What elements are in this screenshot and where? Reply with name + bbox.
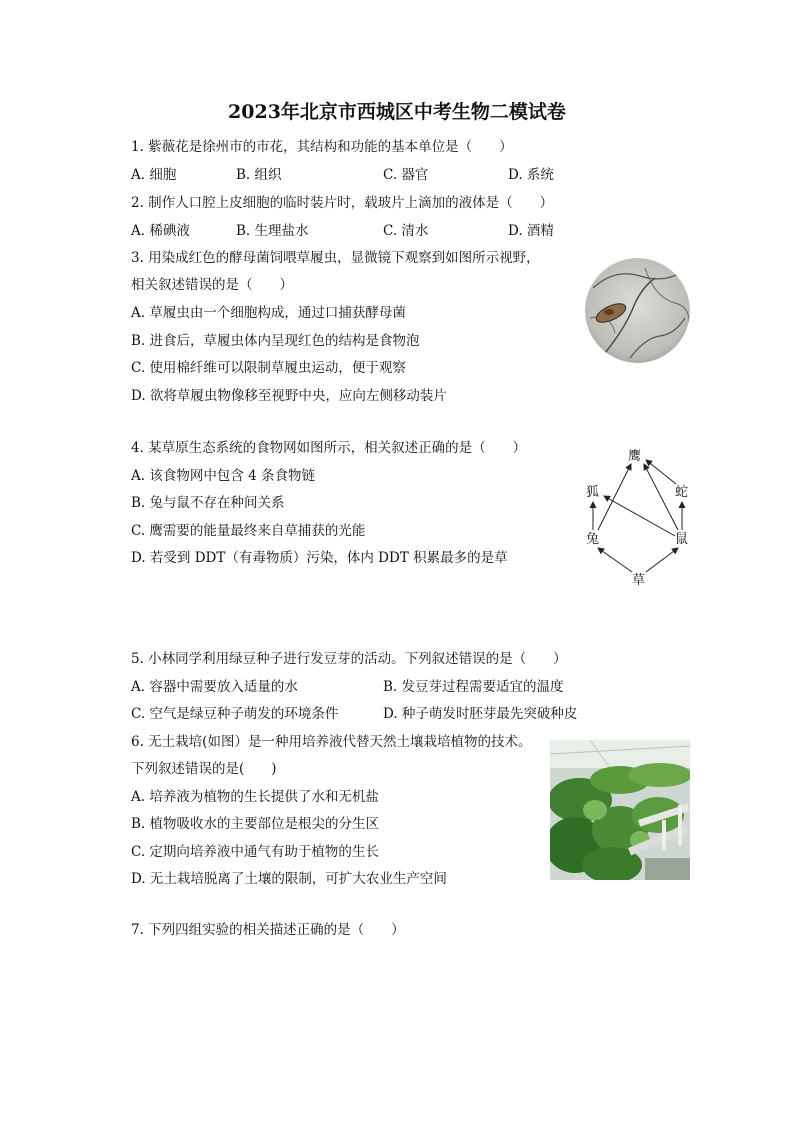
microscope-view-image	[585, 258, 690, 363]
node-mouse: 鼠	[675, 532, 689, 547]
node-snake: 蛇	[675, 485, 689, 500]
question-3-option-b: B. 进食后，草履虫体内呈现红色的结构是食物泡	[131, 333, 420, 349]
node-fox: 狐	[586, 485, 600, 500]
question-3-option-d: D. 欲将草履虫物像移至视野中央，应向左侧移动装片	[131, 388, 447, 404]
question-2-option-a: A. 稀碘液	[131, 223, 190, 239]
question-1-stem: 1. 紫薇花是徐州市的市花，其结构和功能的基本单位是（ ）	[131, 139, 513, 155]
food-web-diagram	[576, 440, 706, 590]
question-6-option-b: B. 植物吸收水的主要部位是根尖的分生区	[131, 816, 380, 832]
question-2-option-d: D. 酒精	[508, 223, 554, 239]
arrow-grass-mouse	[646, 548, 678, 572]
question-4-option-d: D. 若受到 DDT（有毒物质）污染，体内 DDT 积累最多的是草	[131, 550, 508, 566]
question-5-option-d: D. 种子萌发时胚芽最先突破种皮	[383, 706, 578, 722]
question-6-option-c: C. 定期向培养液中通气有助于植物的生长	[131, 844, 379, 860]
question-4-option-a: A. 该食物网中包含 4 条食物链	[131, 468, 316, 484]
question-7-stem: 7. 下列四组实验的相关描述正确的是（ ）	[131, 922, 405, 938]
page-title: 2023年北京市西城区中考生物二模试卷	[228, 101, 566, 123]
question-5-option-a: A. 容器中需要放入适量的水	[131, 679, 298, 695]
question-2-stem: 2. 制作人口腔上皮细胞的临时装片时，载玻片上滴加的液体是（ ）	[131, 195, 554, 211]
arrow-grass-rabbit	[598, 548, 632, 572]
node-eagle: 鹰	[628, 449, 642, 464]
question-5-option-b: B. 发豆芽过程需要适宜的温度	[383, 679, 564, 695]
question-1-option-d: D. 系统	[508, 167, 554, 183]
arrow-rabbit-eagle	[598, 464, 631, 530]
node-grass: 草	[632, 573, 646, 588]
question-5-option-c: C. 空气是绿豆种子萌发的环境条件	[131, 706, 339, 722]
question-4-stem: 4. 某草原生态系统的食物网如图所示，相关叙述正确的是（ ）	[131, 440, 527, 456]
arrow-snake-eagle	[646, 460, 676, 484]
question-6-stem-cont: 下列叙述错误的是( )	[131, 761, 277, 777]
question-6-option-d: D. 无土栽培脱离了土壤的限制，可扩大农业生产空间	[131, 871, 447, 887]
arrow-mouse-eagle	[644, 464, 678, 530]
arrow-mouse-fox	[604, 496, 675, 536]
question-4-option-c: C. 鹰需要的能量最终来自草捕获的光能	[131, 523, 366, 539]
question-3-option-a: A. 草履虫由一个细胞构成，通过口捕获酵母菌	[131, 305, 406, 321]
node-rabbit: 兔	[586, 532, 600, 547]
question-1-option-c: C. 器官	[383, 167, 429, 183]
question-2-option-c: C. 清水	[383, 223, 429, 239]
question-6-option-a: A. 培养液为植物的生长提供了水和无机盐	[131, 789, 379, 805]
question-2-option-b: B. 生理盐水	[236, 223, 309, 239]
question-6-stem: 6. 无土栽培(如图）是一种用培养液代替天然土壤栽培植物的技术。	[131, 734, 532, 750]
question-1-option-b: B. 组织	[236, 167, 282, 183]
question-5-stem: 5. 小林同学利用绿豆种子进行发豆芽的活动。下列叙述错误的是（ ）	[131, 651, 567, 667]
soilless-cultivation-image	[550, 740, 690, 880]
question-1-option-a: A. 细胞	[131, 167, 177, 183]
question-3-stem: 3. 用染成红色的酵母菌饲喂草履虫，显微镜下观察到如图所示视野，	[131, 250, 540, 266]
question-3-stem-cont: 相关叙述错误的是（ ）	[131, 277, 293, 293]
question-4-option-b: B. 兔与鼠不存在种间关系	[131, 495, 285, 511]
question-3-option-c: C. 使用棉纤维可以限制草履虫运动，便于观察	[131, 360, 406, 376]
